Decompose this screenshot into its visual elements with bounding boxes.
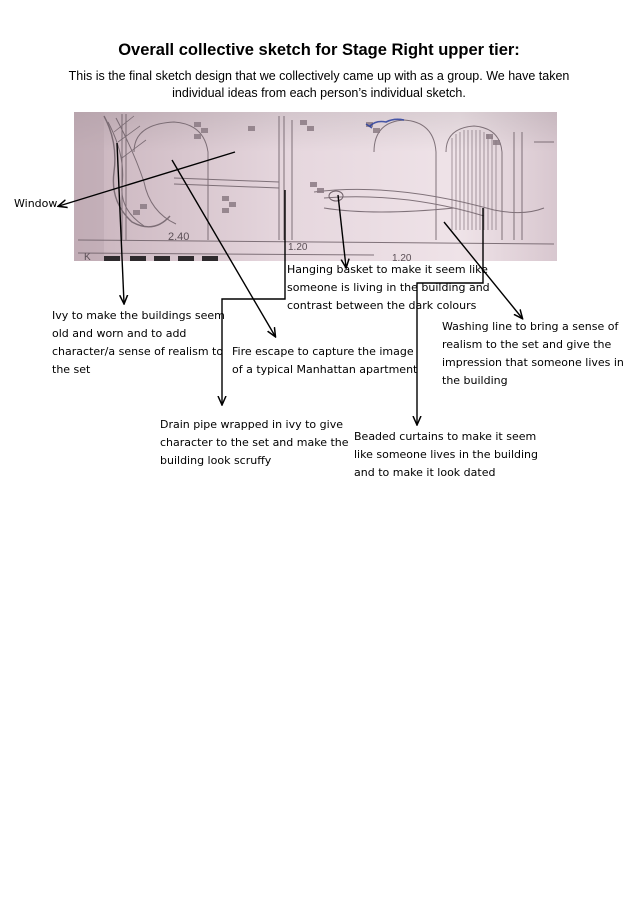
beaded-curtains-arrow <box>417 208 483 424</box>
window-arrow <box>59 152 235 206</box>
annotation-line: the set <box>52 363 91 376</box>
annotation-line: building look scruffy <box>160 454 272 467</box>
annotation-line: Ivy to make the buildings seem <box>52 309 225 322</box>
document-title: Overall collective sketch for Stage Right upper tier: <box>118 41 520 59</box>
annotation-line: Beaded curtains to make it seem <box>354 430 537 443</box>
intro-line: individual ideas from each person’s individual sketch. <box>172 86 466 100</box>
ivy-annotation <box>52 307 225 379</box>
annotation-line: Washing line to bring a sense of <box>442 320 619 333</box>
annotation-line: realism to the set and give the <box>442 338 612 351</box>
sketch-measurement: 2.40 <box>168 231 190 243</box>
annotation-line: old and worn and to add <box>52 327 187 340</box>
annotation-line: of a typical Manhattan apartment <box>232 363 418 376</box>
annotation-line: Fire escape to capture the image <box>232 345 414 358</box>
annotation-line: Drain pipe wrapped in ivy to give <box>160 418 343 431</box>
annotation-line: contrast between the dark colours <box>287 299 477 312</box>
hanging-basket-arrow <box>338 195 346 267</box>
annotation-line: like someone lives in the building <box>354 448 539 461</box>
window-annotation <box>14 195 57 213</box>
washing-line-annotation <box>442 318 624 390</box>
sketch-measurement: 1.20 <box>392 253 412 261</box>
fire-escape-annotation <box>232 343 417 379</box>
annotation-line: character/a sense of realism to <box>52 345 224 358</box>
annotation-line: Window <box>14 197 58 210</box>
annotation-line: impression that someone lives in <box>442 356 624 369</box>
ivy-arrow <box>117 143 124 303</box>
sketch-measurement: 1.20 <box>288 242 308 253</box>
intro-line: This is the final sketch design that we collectively came up with as a group. We have taken <box>68 69 570 83</box>
sketch-scribble: K <box>84 252 91 261</box>
annotation-line: the building <box>442 374 508 387</box>
annotation-line: character to the set and make the <box>160 436 349 449</box>
drain-pipe-annotation <box>160 416 349 470</box>
annotation-line: someone is living in the building and <box>287 281 490 294</box>
annotation-line: and to make it look dated <box>354 466 496 479</box>
annotation-line: Hanging basket to make it seem like <box>287 263 488 276</box>
hanging-basket-annotation <box>287 261 490 315</box>
beaded-curtains-annotation <box>354 428 538 482</box>
